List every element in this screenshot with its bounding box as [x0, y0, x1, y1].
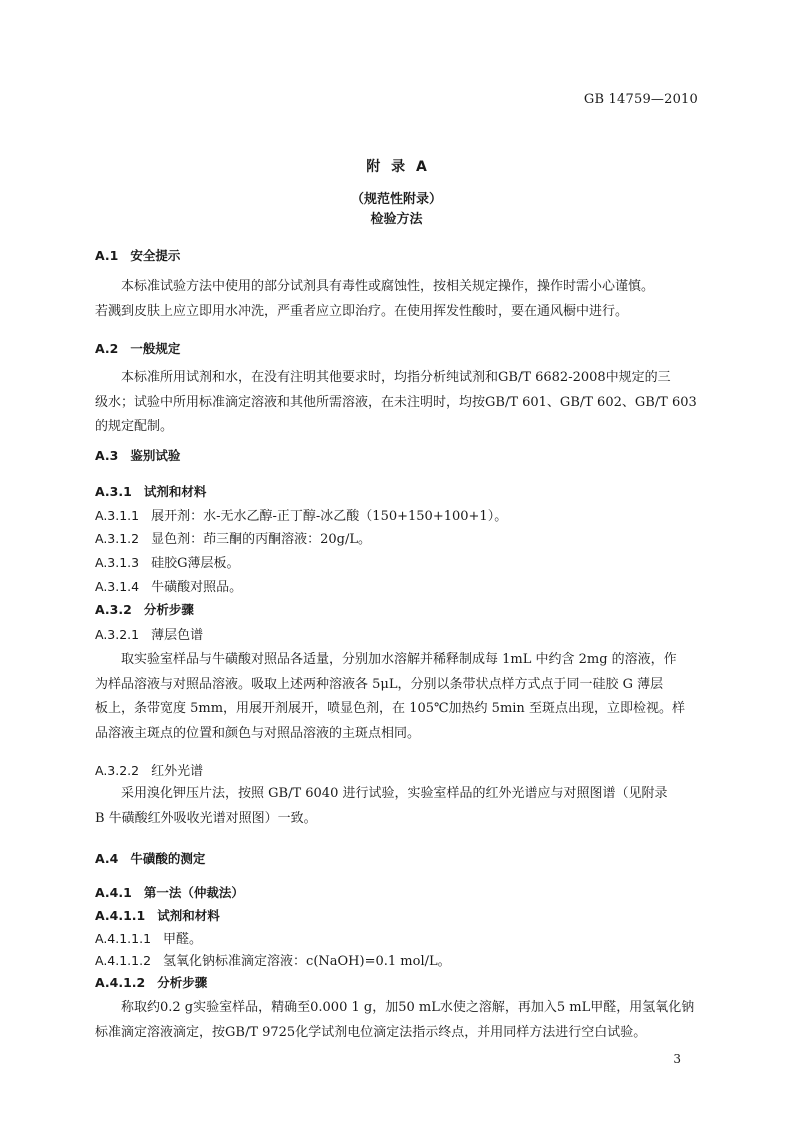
heading-a32 — [95, 600, 194, 618]
section-title: 分析步骤 — [143, 602, 194, 617]
section-title: 试剂和材料 — [143, 484, 207, 499]
section-number: A.4.1.1 — [95, 908, 146, 923]
paragraph-line: 称取约0.2 g实验室样品，精确至0.000 1 g，加50 mL水使之溶解，再加入5 mL甲醛，用氢氧化钠 — [121, 1000, 695, 1015]
section-number: A.3.2.1 — [95, 627, 140, 642]
heading-a322 — [95, 760, 203, 779]
paragraph-line: 为样品溶液与对照品溶液。吸取上述两种溶液各 5μL，分别以条带状点样方式点于同一硅胶 G 薄层 — [95, 676, 664, 692]
item-text: 甲醛。 — [163, 932, 203, 947]
heading-a321 — [95, 624, 203, 643]
section-number: A.3.1 — [95, 484, 132, 499]
annex-type: （规范性附录） — [350, 192, 442, 207]
section-title: 一般规定 — [130, 341, 181, 356]
paragraph-a2 — [95, 366, 700, 440]
section-number: A.4.1.2 — [95, 975, 146, 990]
item-text: 氢氧化钠标准滴定溶液：c(NaOH)=0.1 mol/L。 — [163, 954, 451, 969]
section-title: 分析步骤 — [157, 975, 208, 990]
section-number: A.1 — [95, 248, 119, 263]
section-number: A.3.2.2 — [95, 763, 140, 778]
section-title: 鉴别试验 — [130, 448, 181, 463]
section-number: A.3.2 — [95, 602, 132, 617]
annex-title: 附 录 A — [366, 159, 427, 175]
section-number: A.3 — [95, 448, 119, 463]
standard-number: GB 14759—2010 — [583, 92, 698, 107]
section-title: 第一法（仲裁法） — [143, 885, 244, 900]
heading-a41 — [95, 883, 244, 901]
section-title: 牛磺酸的测定 — [130, 851, 206, 866]
paragraph-line: 标准滴定溶液滴定，按GB/T 9725化学试剂电位滴定法指示终点，并用同样方法进行空白试验。 — [95, 1024, 647, 1040]
paragraph-line: 级水；试验中所用标准滴定溶液和其他所需溶液，在未注明时，均按GB/T 601、GB/T 602、GB/T 603 — [95, 394, 697, 410]
paragraph-a1 — [95, 275, 700, 324]
item-text: 硅胶G薄层板。 — [151, 556, 240, 571]
item-a4111 — [95, 928, 202, 947]
item-a314 — [95, 576, 242, 595]
paragraph-line: 本标准试验方法中使用的部分试剂具有毒性或腐蚀性，按相关规定操作，操作时需小心谨慎。 — [121, 279, 655, 294]
section-number: A.4 — [95, 851, 119, 866]
annex-name: 检验方法 — [370, 212, 423, 227]
heading-a1 — [95, 246, 180, 264]
heading-a2 — [95, 339, 180, 357]
paragraph-line: 若溅到皮肤上应立即用水冲洗，严重者应立即治疗。在使用挥发性酸时，要在通风橱中进行。 — [95, 303, 629, 319]
section-title: 红外光谱 — [151, 764, 204, 779]
section-number: A.3.1.4 — [95, 579, 140, 594]
paragraph-line: 取实验室样品与牛磺酸对照品各适量，分别加水溶解并稀释制成每 1mL 中约含 2mg 的溶液，作 — [121, 652, 677, 667]
item-text: 展开剂：水-无水乙醇-正丁醇-冰乙酸（150+150+100+1）。 — [151, 509, 508, 524]
item-a313 — [95, 552, 240, 571]
section-title: 安全提示 — [130, 248, 181, 263]
item-a311 — [95, 505, 507, 524]
paragraph-a322 — [95, 782, 700, 831]
paragraph-a412 — [95, 996, 700, 1045]
section-title: 薄层色谱 — [151, 628, 204, 643]
item-text: 牛磺酸对照品。 — [151, 580, 243, 595]
item-a312 — [95, 528, 371, 547]
paragraph-a321 — [95, 648, 700, 746]
heading-a3 — [95, 446, 180, 464]
paragraph-line: 本标准所用试剂和水，在没有注明其他要求时，均指分析纯试剂和GB/T 6682-2008中规定的三 — [121, 370, 671, 385]
section-number: A.4.1.1.2 — [95, 953, 152, 968]
section-number: A.3.1.3 — [95, 555, 140, 570]
heading-a412 — [95, 973, 207, 991]
heading-a31 — [95, 482, 206, 500]
paragraph-line: 品溶液主斑点的位置和颜色与对照品溶液的主斑点相同。 — [95, 725, 421, 741]
item-text: 显色剂：茚三酮的丙酮溶液：20g/L。 — [151, 532, 372, 547]
section-number: A.3.1.1 — [95, 508, 140, 523]
item-a4112 — [95, 950, 451, 969]
page-number: 3 — [673, 1052, 681, 1066]
section-number: A.4.1.1.1 — [95, 931, 152, 946]
paragraph-line: B 牛磺酸红外吸收光谱对照图）一致。 — [95, 810, 317, 826]
paragraph-line: 采用溴化钾压片法，按照 GB/T 6040 进行试验，实验室样品的红外光谱应与对照图谱（见附录 — [121, 786, 668, 801]
heading-a411 — [95, 906, 220, 924]
section-title: 试剂和材料 — [157, 908, 220, 923]
paragraph-line: 板上，条带宽度 5mm，用展开剂展开，喷显色剂，在 105℃加热约 5min 至斑点出现，立即检视。样 — [95, 701, 685, 716]
paragraph-line: 的规定配制。 — [95, 419, 174, 434]
section-number: A.3.1.2 — [95, 531, 140, 546]
section-number: A.4.1 — [95, 885, 132, 900]
heading-a4 — [95, 849, 205, 867]
section-number: A.2 — [95, 341, 119, 356]
